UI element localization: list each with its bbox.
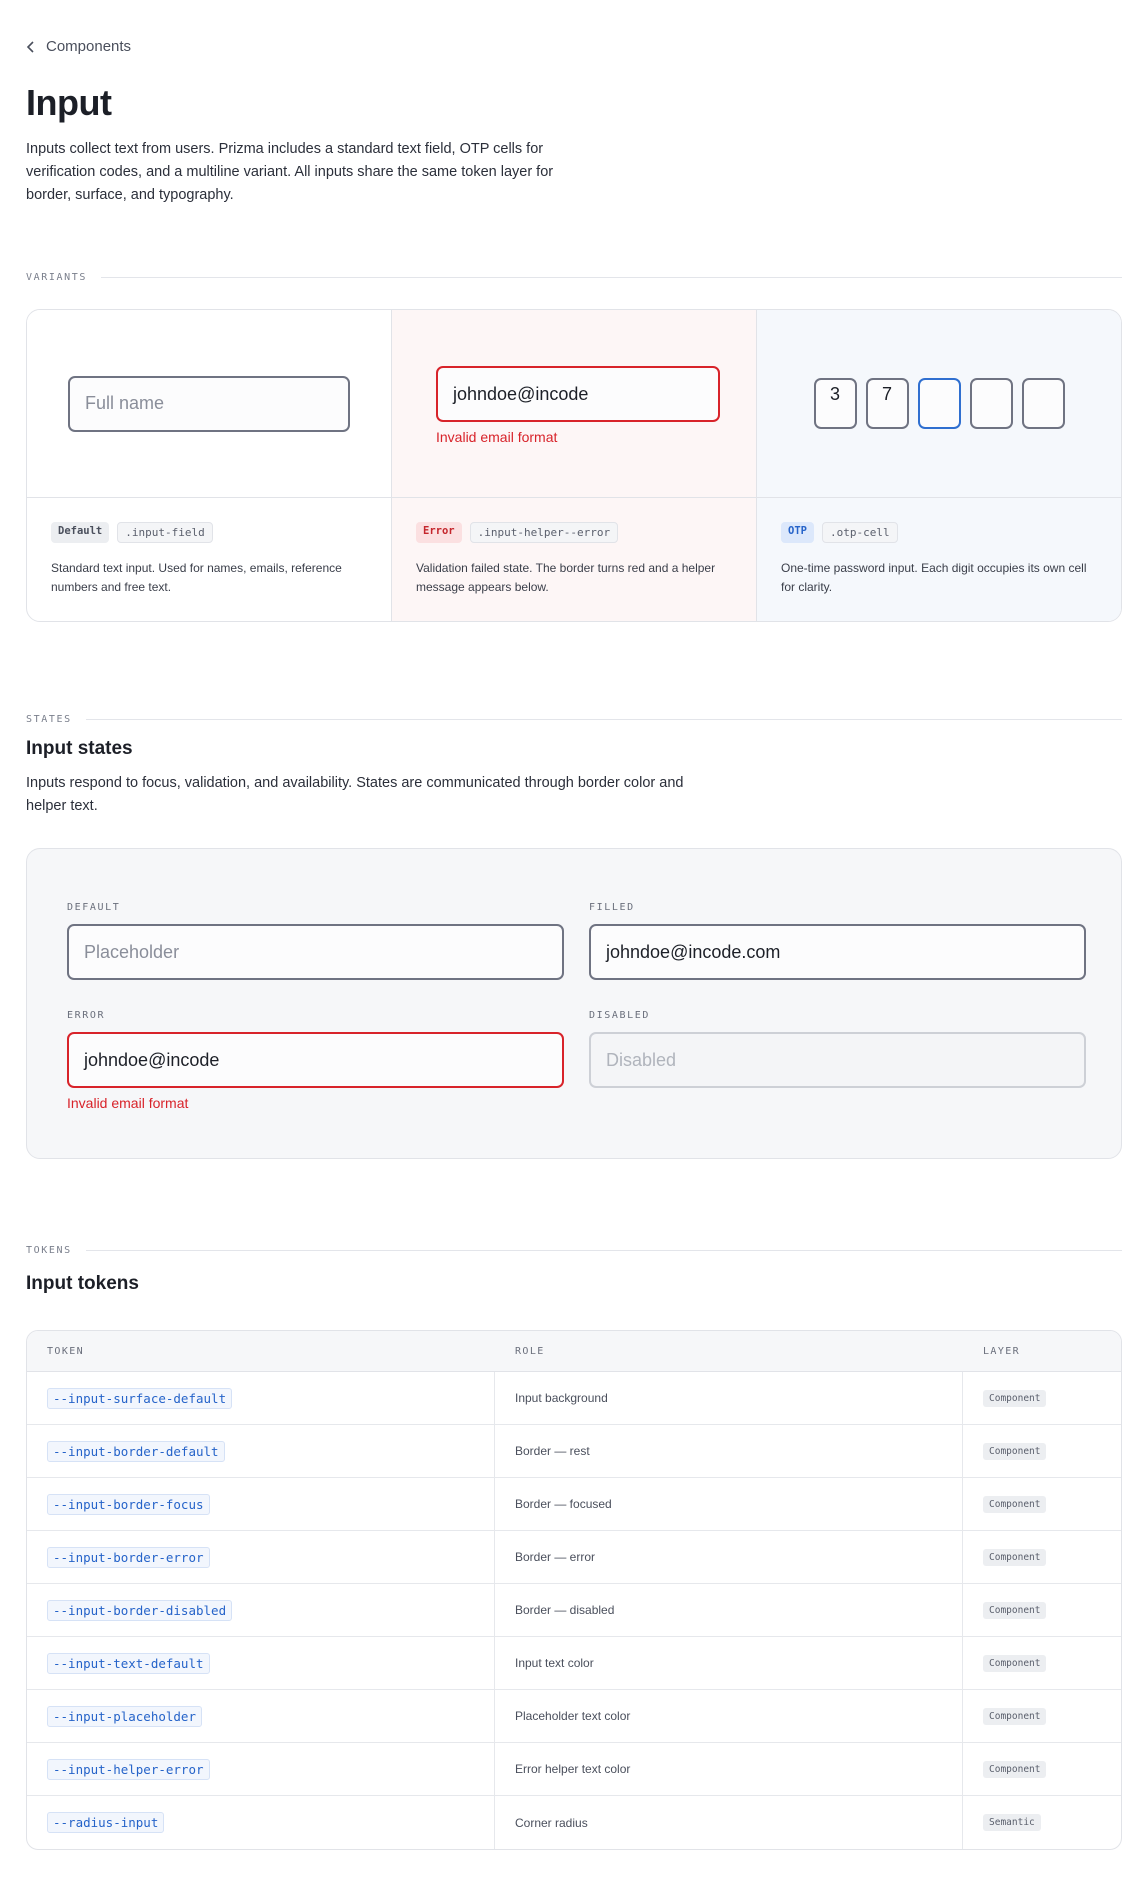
table-row xyxy=(27,1796,1121,1849)
token-layer-badge: Component xyxy=(983,1708,1046,1725)
token-name: --input-border-focus xyxy=(47,1494,210,1515)
table-row xyxy=(27,1584,1121,1637)
token-layer-badge: Component xyxy=(983,1443,1046,1460)
variant-otp xyxy=(757,310,1121,621)
states-title: Input states xyxy=(26,738,133,759)
state-label-filled: FILLED xyxy=(589,902,635,913)
column-header-token: TOKEN xyxy=(47,1345,85,1357)
variant-description: Validation failed state. The border turns red and a helper message appears below. xyxy=(416,561,716,594)
states-card xyxy=(26,848,1122,1159)
otp-input-group xyxy=(814,378,1065,429)
state-label-error: ERROR xyxy=(67,1010,106,1021)
table-header xyxy=(27,1331,1121,1372)
otp-cell[interactable] xyxy=(1022,378,1065,429)
variant-tag: Default xyxy=(51,522,109,543)
variants-section-label: VARIANTS xyxy=(26,272,1122,283)
token-role: Border — disabled xyxy=(495,1584,963,1636)
table-row xyxy=(27,1478,1121,1531)
placeholder-input[interactable]: Placeholder xyxy=(67,924,564,980)
token-layer-badge: Component xyxy=(983,1602,1046,1619)
disabled-input: Disabled xyxy=(589,1032,1086,1088)
tokens-table xyxy=(26,1330,1122,1850)
token-name: --input-border-disabled xyxy=(47,1600,232,1621)
variant-default xyxy=(27,310,392,621)
token-name: --input-border-default xyxy=(47,1441,225,1462)
token-name: --input-border-error xyxy=(47,1547,210,1568)
otp-cell-focused[interactable] xyxy=(918,378,961,429)
error-helper-text: Invalid email format xyxy=(67,1095,189,1111)
token-role: Input background xyxy=(495,1372,963,1424)
token-name: --input-helper-error xyxy=(47,1759,210,1780)
table-row xyxy=(27,1425,1121,1478)
token-role: Border — rest xyxy=(495,1425,963,1477)
table-row xyxy=(27,1637,1121,1690)
variant-error xyxy=(392,310,757,621)
variant-description: One-time password input. Each digit occupies its own cell for clarity. xyxy=(781,561,1087,594)
token-layer-badge: Component xyxy=(983,1496,1046,1513)
tokens-title: Input tokens xyxy=(26,1273,139,1294)
token-role: Corner radius xyxy=(495,1796,963,1849)
otp-cell[interactable] xyxy=(970,378,1013,429)
otp-cell[interactable]: 7 xyxy=(866,378,909,429)
token-layer-badge: Component xyxy=(983,1549,1046,1566)
error-email-input[interactable]: johndoe@incode xyxy=(67,1032,564,1088)
variants-card xyxy=(26,309,1122,622)
states-section-label: STATES xyxy=(26,714,1122,725)
table-row xyxy=(27,1743,1121,1796)
token-name: --input-placeholder xyxy=(47,1706,202,1727)
token-name: --input-text-default xyxy=(47,1653,210,1674)
token-role: Error helper text color xyxy=(495,1743,963,1795)
token-role: Border — focused xyxy=(495,1478,963,1530)
column-header-layer: LAYER xyxy=(983,1345,1021,1357)
column-header-role: ROLE xyxy=(515,1345,545,1357)
breadcrumb-back-link[interactable] xyxy=(26,38,131,55)
token-name: --radius-input xyxy=(47,1812,164,1833)
token-layer-badge: Component xyxy=(983,1655,1046,1672)
token-layer-badge: Component xyxy=(983,1761,1046,1778)
token-role: Placeholder text color xyxy=(495,1690,963,1742)
variant-tag: Error xyxy=(416,522,462,543)
page-intro: Inputs collect text from users. Prizma includes a standard text field, OTP cells for verification codes, and a multiline variant. All inputs share the same token layer for border, surface, and typography. xyxy=(26,141,554,203)
variant-class-code: .otp-cell xyxy=(822,522,898,543)
full-name-input[interactable]: Full name xyxy=(68,376,350,432)
email-input-error[interactable]: johndoe@incode xyxy=(436,366,720,422)
states-description: Inputs respond to focus, validation, and availability. States are communicated through border color and helper text. xyxy=(26,775,684,814)
filled-email-input[interactable]: johndoe@incode.com xyxy=(589,924,1086,980)
state-label-default: DEFAULT xyxy=(67,902,121,913)
breadcrumb-label: Components xyxy=(46,38,132,55)
token-layer-badge: Component xyxy=(983,1390,1046,1407)
chevron-left-icon xyxy=(26,41,36,53)
error-helper-text: Invalid email format xyxy=(436,429,558,445)
token-layer-badge: Semantic xyxy=(983,1814,1041,1831)
variant-tag: OTP xyxy=(781,522,814,543)
otp-cell[interactable]: 3 xyxy=(814,378,857,429)
table-row xyxy=(27,1531,1121,1584)
token-role: Input text color xyxy=(495,1637,963,1689)
variant-class-code: .input-field xyxy=(117,522,212,543)
variant-class-code: .input-helper--error xyxy=(470,522,618,543)
variant-description: Standard text input. Used for names, emails, reference numbers and free text. xyxy=(51,561,342,594)
tokens-section-label: TOKENS xyxy=(26,1245,1122,1256)
table-row xyxy=(27,1372,1121,1425)
page-title: Input xyxy=(26,82,112,123)
state-label-disabled: DISABLED xyxy=(589,1010,650,1021)
token-role: Border — error xyxy=(495,1531,963,1583)
table-row xyxy=(27,1690,1121,1743)
token-name: --input-surface-default xyxy=(47,1388,232,1409)
